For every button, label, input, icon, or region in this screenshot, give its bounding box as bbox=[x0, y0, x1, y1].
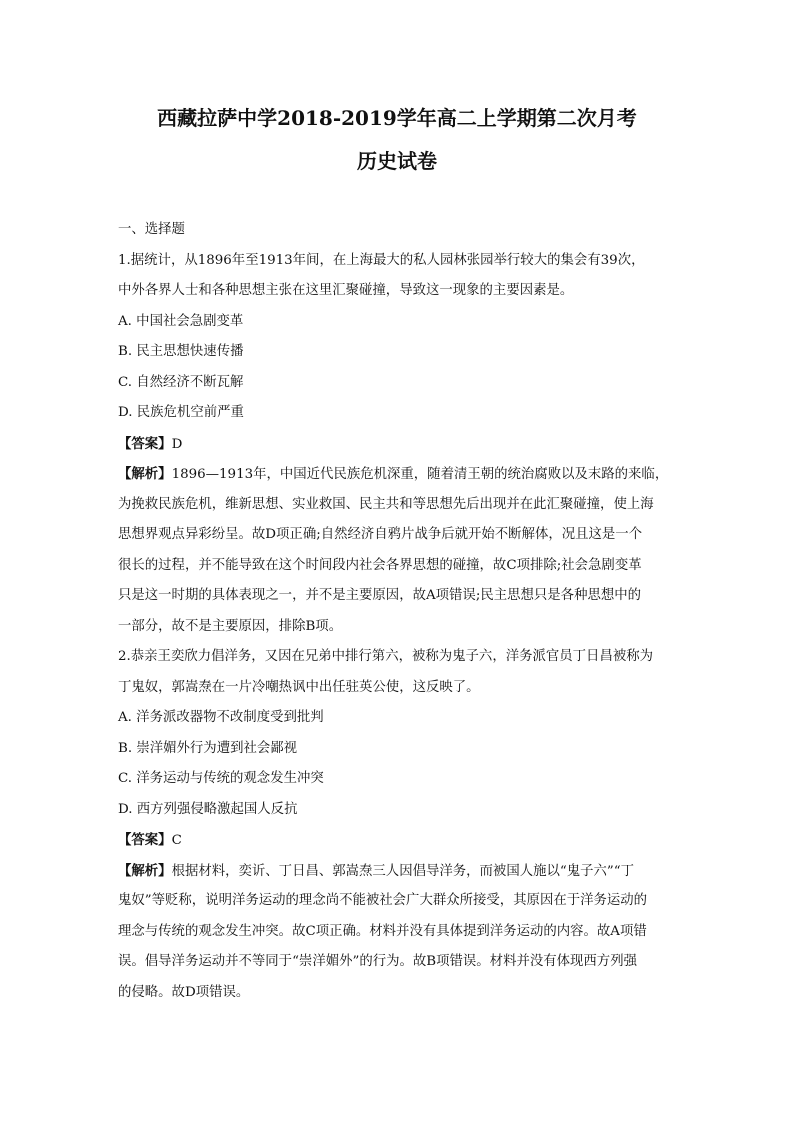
q1-analysis-line-3: 思想界观点异彩纷呈。故D项正确;自然经济自鸦片战争后就开始不断解体，况且这是一个 bbox=[118, 527, 643, 542]
q1-analysis-line-5: 只是这一时期的具体表现之一，并不是主要原因，故A项错误;民主思想只是各种思想中的 bbox=[118, 588, 642, 603]
q2-analysis-line-2: 鬼奴”等贬称，说明洋务运动的理念尚不能被社会广大群众所接受，其原因在于洋务运动的 bbox=[118, 893, 648, 908]
q1-option-a: A. 中国社会急剧变革 bbox=[118, 313, 244, 329]
q1-option-d: D. 民族危机空前严重 bbox=[118, 405, 244, 420]
q1-analysis-line-4: 很长的过程，并不能导致在这个时间段内社会各界思想的碰撞，故C项排除;社会急剧变革 bbox=[118, 557, 642, 573]
q2-option-a: A. 洋务派改器物不改制度受到批判 bbox=[118, 710, 324, 725]
document-subtitle: 历史试卷 bbox=[357, 149, 437, 173]
q2-option-b: B. 崇洋媚外行为遭到社会鄙视 bbox=[118, 740, 298, 756]
q2-stem-line-2: 丁鬼奴，郭嵩焘在一片冷嘲热讽中出任驻英公使，这反映了。 bbox=[118, 679, 480, 695]
document-title: 西藏拉萨中学2018-2019学年高二上学期第二次月考 bbox=[157, 106, 637, 130]
q1-analysis-line-1 bbox=[118, 459, 678, 490]
q2-analysis-line-1 bbox=[118, 856, 678, 887]
q2-analysis-text-1: 根据材料，奕䜣、丁日昌、郭嵩焘三人因倡导洋务，而被国人施以“鬼子六”“丁 bbox=[171, 863, 634, 879]
q1-analysis-text-1: 1896—1913年，中国近代民族危机深重，随着清王朝的统治腐败以及末路的来临， bbox=[171, 467, 669, 482]
q1-analysis-label: 【解析】 bbox=[118, 466, 172, 482]
q2-stem-line-1: 2.恭亲王奕欣力倡洋务，又因在兄弟中排行第六，被称为鬼子六，洋务派官员丁日昌被称为 bbox=[118, 649, 654, 664]
document-body bbox=[118, 215, 678, 1008]
q1-analysis-line-2: 为挽救民族危机，维新思想、实业救国、民主共和等思想先后出现并在此汇聚碰撞，使上海 bbox=[118, 496, 654, 512]
q1-analysis-line-6: 一部分，故不是主要原因，排除B项。 bbox=[118, 618, 343, 634]
q2-answer bbox=[118, 825, 678, 856]
q2-analysis-label: 【解析】 bbox=[118, 862, 172, 879]
q2-analysis-line-5: 的侵略。故D项错误。 bbox=[118, 984, 250, 1000]
q2-option-c: C. 洋务运动与传统的观念发生冲突 bbox=[118, 771, 324, 786]
section-heading: 一、选择题 bbox=[118, 222, 185, 237]
q2-analysis-line-4: 误。倡导洋务运动并不等同于“崇洋媚外”的行为。故B项错误。材料并没有体现西方列强 bbox=[118, 954, 637, 969]
q2-answer-label: 【答案】 bbox=[118, 832, 172, 848]
q1-stem-line-2: 中外各界人士和各种思想主张在这里汇聚碰撞，导致这一现象的主要因素是。 bbox=[118, 283, 574, 298]
q2-analysis-line-3: 理念与传统的观念发生冲突。故C项正确。材料并没有具体提到洋务运动的内容。故A项错 bbox=[118, 923, 647, 939]
q1-answer-value: D bbox=[171, 436, 183, 452]
q1-option-c: C. 自然经济不断瓦解 bbox=[118, 374, 244, 390]
q2-answer-value: C bbox=[171, 833, 182, 848]
q2-option-d: D. 西方列强侵略激起国人反抗 bbox=[118, 801, 298, 817]
q1-answer-label: 【答案】 bbox=[118, 435, 172, 452]
q1-answer bbox=[118, 429, 678, 460]
q1-stem-line-1: 1.据统计，从1896年至1913年间，在上海最大的私人园林张园举行较大的集会有39次， bbox=[118, 252, 645, 268]
q1-option-b: B. 民主思想快速传播 bbox=[118, 344, 244, 359]
